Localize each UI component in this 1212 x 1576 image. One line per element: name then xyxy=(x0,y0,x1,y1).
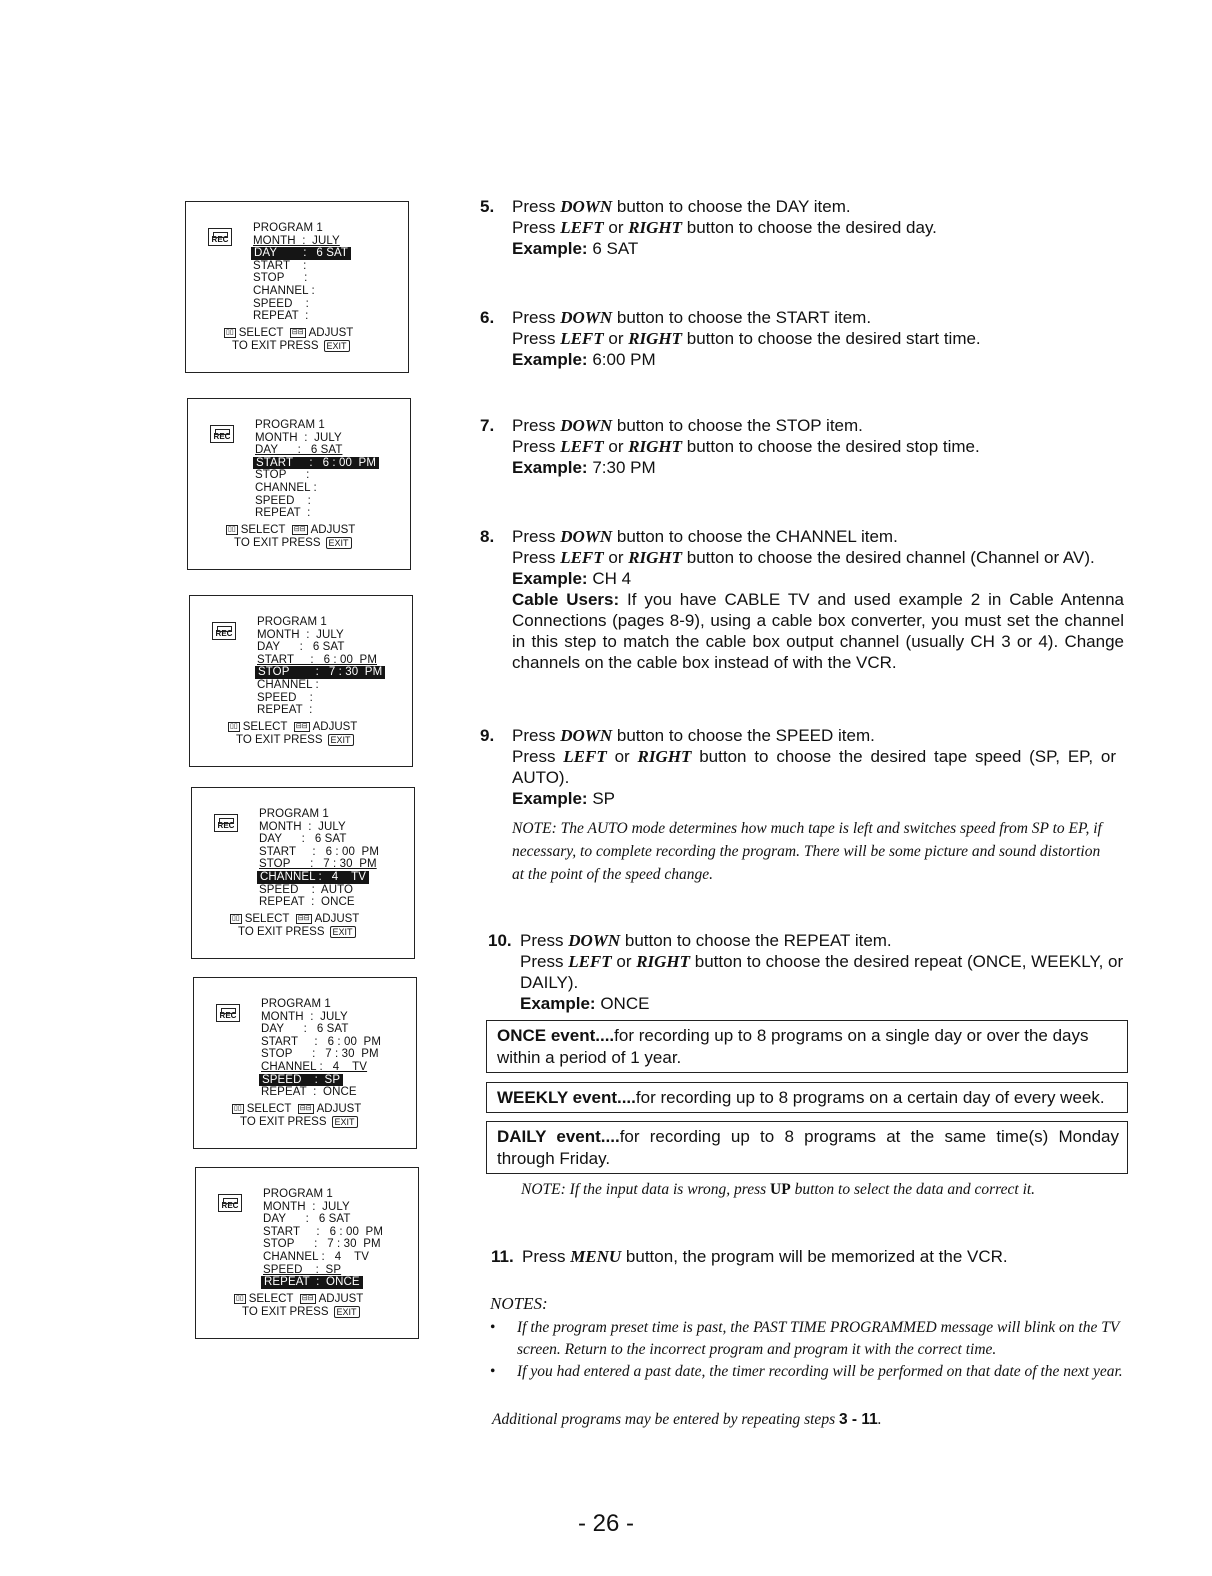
exit-key-icon: EXIT xyxy=(326,537,352,549)
osd-exit-hint: TO EXIT PRESS EXIT xyxy=(240,1116,358,1129)
step-8: 8. Press DOWN button to choose the CHANNEL item. Press LEFT or RIGHT button to choose the desired channel (Channel or AV). Example: CH 4 Cable Users: If you have CABLE TV and used example 2 in Cable Antenna Connections (pages 8-9), using a cable box converter, you must set the channel in this step to match the cable box output channel (usually CH 3 or 4). Change channels on the cable box instead of with the VCR. xyxy=(480,527,1125,672)
osd-line: DAY : 6 SAT xyxy=(257,641,345,654)
step-5: 5. Press DOWN button to choose the DAY item. Press LEFT or RIGHT button to choose the desired day. Example: 6 SAT xyxy=(480,197,937,258)
osd-line: MONTH : JULY xyxy=(261,1010,348,1023)
step-number: 7. xyxy=(480,416,495,435)
osd-exit-hint: TO EXIT PRESS EXIT xyxy=(234,537,352,550)
osd-line: STOP : 7 : 30 PM xyxy=(255,666,385,679)
osd-line: STOP : 7 : 30 PM xyxy=(263,1238,381,1251)
rec-timer-icon: REC xyxy=(218,1194,242,1212)
osd-select-adjust-hint: ▯▯ SELECT ⊟⊟ ADJUST xyxy=(230,721,358,733)
osd-line: MONTH : JULY xyxy=(253,234,340,247)
osd-line: CHANNEL : xyxy=(257,678,319,691)
osd-select-adjust-hint: ▯▯ SELECT ⊟⊟ ADJUST xyxy=(234,1103,362,1115)
osd-line: START : 6 : 00 PM xyxy=(261,1035,381,1048)
osd-menu-lines xyxy=(255,419,379,520)
osd-exit-hint: TO EXIT PRESS EXIT xyxy=(238,926,356,939)
exit-key-icon: EXIT xyxy=(328,734,354,746)
osd-menu-lines xyxy=(263,1188,383,1289)
osd-line: START : 6 : 00 PM xyxy=(259,845,379,858)
osd-select-adjust-hint: ▯▯ SELECT ⊟⊟ ADJUST xyxy=(226,327,354,339)
osd-select-adjust-hint: ▯▯ SELECT ⊟⊟ ADJUST xyxy=(236,1293,364,1305)
osd-line: MONTH : JULY xyxy=(263,1200,350,1213)
up-down-buttons-icon: ▯▯ xyxy=(232,914,240,922)
osd-line: STOP : 7 : 30 PM xyxy=(261,1048,379,1061)
left-right-buttons-icon: ⊟⊟ xyxy=(297,914,310,922)
osd-menu-lines xyxy=(261,998,381,1099)
left-right-buttons-icon: ⊟⊟ xyxy=(295,722,308,730)
osd-line: PROGRAM 1 xyxy=(261,998,331,1010)
osd-menu-lines xyxy=(259,808,379,909)
program-osd-screen xyxy=(189,595,413,767)
rec-timer-icon: REC xyxy=(210,425,234,443)
rec-timer-icon: REC xyxy=(214,814,238,832)
osd-line: MONTH : JULY xyxy=(257,628,344,641)
osd-line: REPEAT : ONCE xyxy=(261,1276,363,1289)
osd-line: SPEED : xyxy=(257,691,313,704)
step-9: 9. Press DOWN button to choose the SPEED item. Press LEFT or RIGHT button to choose the desired tape speed (SP, EP, or AUTO). Example: SP NOTE: The AUTO mode determines how much tape is left and switches speed from SP to EP, if necessary, to complete recording the program. There will be some picture and sound distortion at the point of the speed change. xyxy=(480,725,1130,886)
osd-line: START : xyxy=(253,259,307,272)
osd-exit-hint: TO EXIT PRESS EXIT xyxy=(236,734,354,747)
osd-line: PROGRAM 1 xyxy=(255,419,325,431)
osd-line: DAY : 6 SAT xyxy=(259,833,347,846)
osd-line: CHANNEL : xyxy=(253,284,315,297)
osd-line: DAY : 6 SAT xyxy=(261,1023,349,1036)
notes-title: NOTES: xyxy=(490,1294,548,1313)
exit-key-icon: EXIT xyxy=(324,340,350,352)
up-down-buttons-icon: ▯▯ xyxy=(234,1104,242,1112)
osd-line: START : 6 : 00 PM xyxy=(263,1225,383,1238)
osd-line: PROGRAM 1 xyxy=(257,616,327,628)
left-right-buttons-icon: ⊟⊟ xyxy=(293,525,306,533)
exit-key-icon: EXIT xyxy=(332,1116,358,1128)
program-osd-screen xyxy=(195,1167,419,1339)
osd-menu-lines xyxy=(257,616,385,717)
osd-exit-hint: TO EXIT PRESS EXIT xyxy=(242,1306,360,1319)
weekly-event-box: WEEKLY event....for recording up to 8 programs on a certain day of every week. xyxy=(486,1082,1128,1113)
notes-item: • If the program preset time is past, the PAST TIME PROGRAMMED message will blink on the TV screen. Return to the incorrect program and program it with the correct time. xyxy=(490,1319,1120,1358)
osd-menu-lines xyxy=(253,222,351,323)
osd-line: PROGRAM 1 xyxy=(253,222,323,234)
osd-line: CHANNEL : 4 TV xyxy=(261,1060,368,1073)
osd-line: PROGRAM 1 xyxy=(263,1188,333,1200)
additional-programs-note: Additional programs may be entered by repeating steps 3 - 11. xyxy=(492,1411,882,1428)
osd-line: CHANNEL : 4 TV xyxy=(257,871,369,884)
osd-line: DAY : 6 SAT xyxy=(263,1213,351,1226)
speed-note: NOTE: The AUTO mode determines how much tape is left and switches speed from SP to EP, if necessary, to complete recording the program. There will be some picture and sound distortion at the point of the speed change. xyxy=(512,820,1102,883)
up-down-buttons-icon: ▯▯ xyxy=(230,722,238,730)
notes-item: • If you had entered a past date, the timer recording will be performed on that date of the next year. xyxy=(490,1363,1123,1380)
osd-line: DAY : 6 SAT xyxy=(251,247,351,260)
up-down-buttons-icon: ▯▯ xyxy=(226,328,234,336)
rec-timer-icon: REC xyxy=(208,228,232,246)
step-11: 11. Press MENU button, the program will be memorized at the VCR. xyxy=(491,1247,1008,1266)
osd-line: REPEAT : xyxy=(257,704,313,717)
osd-line: STOP : xyxy=(255,469,310,482)
osd-line: REPEAT : ONCE xyxy=(261,1086,357,1099)
osd-line: MONTH : JULY xyxy=(259,820,346,833)
program-osd-screen xyxy=(185,201,409,373)
osd-line: CHANNEL : xyxy=(255,481,317,494)
step-6: 6. Press DOWN button to choose the START item. Press LEFT or RIGHT button to choose the desired start time. Example: 6:00 PM xyxy=(480,308,981,369)
step-7: 7. Press DOWN button to choose the STOP item. Press LEFT or RIGHT button to choose the desired stop time. Example: 7:30 PM xyxy=(480,416,980,477)
step-number: 5. xyxy=(480,197,495,216)
once-event-box: ONCE event....for recording up to 8 programs on a single day or over the days within a period of 1 year. xyxy=(486,1020,1128,1073)
osd-line: REPEAT : xyxy=(255,507,311,520)
left-right-buttons-icon: ⊟⊟ xyxy=(291,328,304,336)
program-osd-screen xyxy=(193,977,417,1149)
osd-line: STOP : xyxy=(253,272,308,285)
rec-timer-icon: REC xyxy=(216,1004,240,1022)
osd-line: START : 6 : 00 PM xyxy=(257,653,377,666)
osd-line: PROGRAM 1 xyxy=(259,808,329,820)
page-number: - 26 - xyxy=(577,1510,634,1537)
exit-key-icon: EXIT xyxy=(334,1306,360,1318)
program-osd-screen xyxy=(187,398,411,570)
osd-line: STOP : 7 : 30 PM xyxy=(259,858,377,871)
input-error-note: NOTE: If the input data is wrong, press UP button to select the data and correct it. xyxy=(521,1181,1036,1198)
left-right-buttons-icon: ⊟⊟ xyxy=(301,1294,314,1302)
osd-exit-hint: TO EXIT PRESS EXIT xyxy=(232,340,350,353)
osd-line: MONTH : JULY xyxy=(255,431,342,444)
step-number: 6. xyxy=(480,308,495,327)
step-number: 8. xyxy=(480,527,495,546)
osd-line: SPEED : SP xyxy=(259,1074,343,1087)
osd-line: REPEAT : ONCE xyxy=(259,896,355,909)
exit-key-icon: EXIT xyxy=(330,926,356,938)
osd-line: SPEED : xyxy=(253,297,309,310)
up-down-buttons-icon: ▯▯ xyxy=(228,525,236,533)
osd-line: SPEED : xyxy=(255,494,311,507)
osd-select-adjust-hint: ▯▯ SELECT ⊟⊟ ADJUST xyxy=(232,913,360,925)
osd-line: START : 6 : 00 PM xyxy=(253,457,379,470)
up-down-buttons-icon: ▯▯ xyxy=(236,1294,244,1302)
program-osd-screen xyxy=(191,787,415,959)
osd-line: DAY : 6 SAT xyxy=(255,444,343,457)
rec-timer-icon: REC xyxy=(212,622,236,640)
step-10: 10. Press DOWN button to choose the REPEAT item. Press LEFT or RIGHT button to choose the desired repeat (ONCE, WEEKLY, or DAILY). Example: ONCE xyxy=(488,931,1124,1013)
osd-line: SPEED : AUTO xyxy=(259,883,354,896)
osd-line: REPEAT : xyxy=(253,310,309,323)
osd-select-adjust-hint: ▯▯ SELECT ⊟⊟ ADJUST xyxy=(228,524,356,536)
osd-line: CHANNEL : 4 TV xyxy=(263,1250,370,1263)
step-number: 11. xyxy=(491,1247,514,1266)
osd-line: SPEED : SP xyxy=(263,1263,342,1276)
left-right-buttons-icon: ⊟⊟ xyxy=(299,1104,312,1112)
daily-event-box: DAILY event....for recording up to 8 programs at the same time(s) Monday through Friday. xyxy=(486,1121,1128,1174)
step-number: 9. xyxy=(480,726,495,745)
step-number: 10. xyxy=(488,931,512,950)
